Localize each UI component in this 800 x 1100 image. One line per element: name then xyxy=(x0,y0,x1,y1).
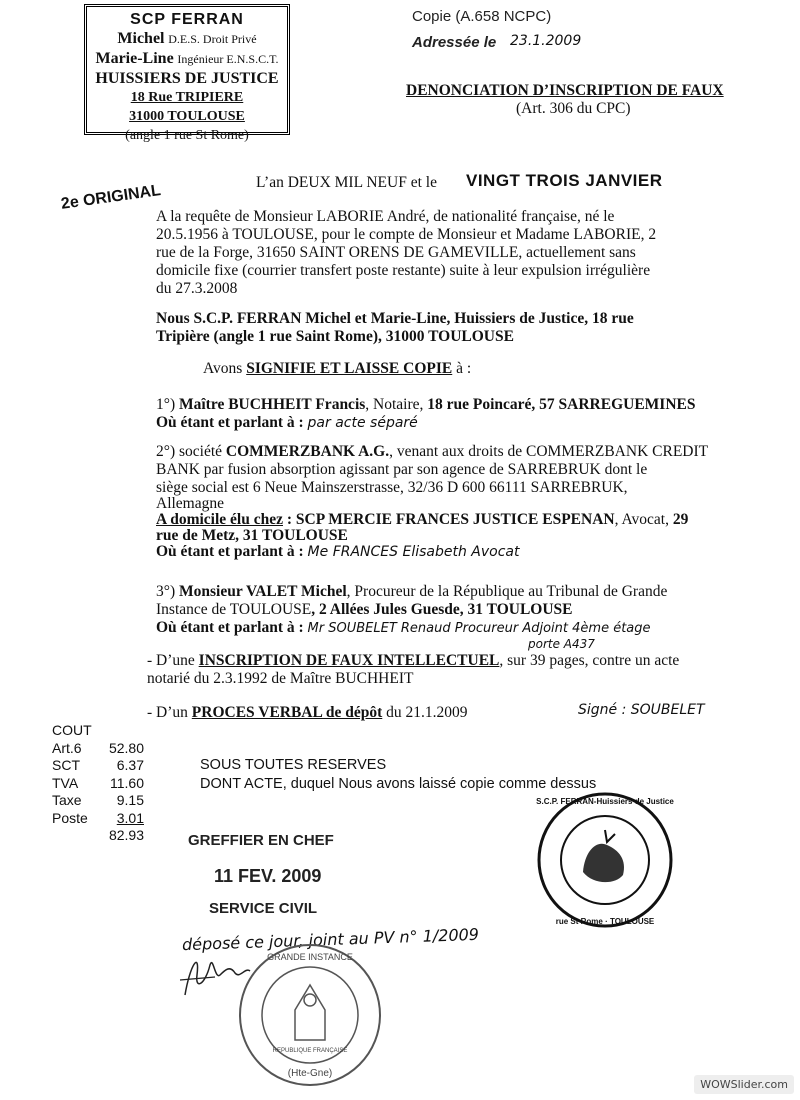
recipient-2-speaking-label: Où étant et parlant à : xyxy=(156,543,304,560)
item-2-rest: du 21.1.2009 xyxy=(386,704,468,721)
svg-text:(Hte-Gne): (Hte-Gne) xyxy=(287,1068,333,1079)
cost-label: Poste xyxy=(52,809,88,826)
watermark-badge: WOWSlider.com xyxy=(694,1075,794,1094)
item-1-emphasis: INSCRIPTION DE FAUX INTELLECTUEL xyxy=(198,652,500,669)
signed-note: Signé : SOUBELET xyxy=(578,702,705,718)
recipient-2-line: siège social est 6 Neue Mainszerstrasse, 32/36 D 600 66111 SARREBRUK, xyxy=(156,479,628,496)
corner-note: (angle 1 rue St Rome) xyxy=(125,128,249,143)
recipient-3 xyxy=(156,583,776,650)
item-1-rest: , sur 39 pages, contre un acte xyxy=(499,652,680,669)
cost-value: 9.15 xyxy=(116,792,144,808)
recipient-2-line: Allemagne xyxy=(156,495,225,512)
recipient-2-domicile-street: rue de Metz, 31 TOULOUSE xyxy=(156,527,348,544)
addressed-label: Adressée le xyxy=(412,34,497,51)
court-stamp-service: SERVICE CIVIL xyxy=(209,900,318,917)
recipient-1-role: , Notaire, xyxy=(365,396,428,413)
cost-value: 52.80 xyxy=(108,739,144,756)
person2-name: Marie-Line xyxy=(95,50,174,67)
handwritten-deposit-note: déposé ce jour, joint au PV n° 1/2009 xyxy=(181,924,480,955)
item-2-emphasis: PROCES VERBAL de dépôt xyxy=(191,704,383,721)
cost-row xyxy=(52,757,144,775)
recipient-1 xyxy=(156,396,696,432)
cost-value: 6.37 xyxy=(116,757,144,773)
svg-text:rue St Rome · TOULOUSE: rue St Rome · TOULOUSE xyxy=(555,917,655,926)
cost-label: SCT xyxy=(52,757,80,773)
requester-line: 20.5.1956 à TOULOUSE, pour le compte de Monsieur et Madame LABORIE, 2 xyxy=(156,226,657,243)
closing-line: SOUS TOUTES RESERVES xyxy=(200,757,387,773)
recipient-2-name: COMMERZBANK A.G. xyxy=(225,443,390,460)
served-prefix: Avons xyxy=(203,360,243,377)
cost-row xyxy=(52,740,144,758)
person2-title: Ingénieur E.N.S.C.T. xyxy=(177,52,279,66)
cost-table xyxy=(52,722,144,845)
svg-text:S.C.P. FERRAN-Huissiers de Jus: S.C.P. FERRAN-Huissiers de Justice xyxy=(536,797,674,806)
recipient-2-line: BANK par fusion absorption agissant par son agence de SARREBRUK dont le xyxy=(156,461,648,478)
recipient-2-domicile-firm: : SCP MERCIE FRANCES JUSTICE ESPENAN xyxy=(286,511,615,528)
cost-label: Taxe xyxy=(52,792,82,808)
recipient-3-name: Monsieur VALET Michel xyxy=(179,583,347,600)
recipient-1-speaking-label: Où étant et parlant à : xyxy=(156,414,304,431)
served-suffix: à : xyxy=(456,360,472,377)
recipient-1-number: 1°) xyxy=(156,396,176,413)
document-title: DENONCIATION D’INSCRIPTION DE FAUX xyxy=(406,82,724,99)
recipient-3-address: , 2 Allées Jules Guesde, 31 TOULOUSE xyxy=(311,601,573,618)
bailiffs-paragraph xyxy=(156,310,634,346)
bailiff-seal xyxy=(535,790,675,930)
bailiffs-line: Tripière (angle 1 rue Saint Rome), 31000 TOULOUSE xyxy=(156,328,514,345)
recipient-3-speaking-value-2: porte A437 xyxy=(528,637,595,651)
cost-value: 3.01 xyxy=(116,809,144,826)
recipient-3-desc: , Procureur de la République au Tribunal de Grande xyxy=(346,583,668,600)
cost-label: Art.6 xyxy=(52,739,82,756)
requester-line: domicile fixe (courrier transfert poste restante) suite à leur expulsion irrégulière xyxy=(156,262,651,279)
recipient-2-domicile-role: , Avocat, xyxy=(614,511,669,528)
cost-label: TVA xyxy=(52,774,79,791)
recipient-2-domicile-number: 29 xyxy=(672,511,689,528)
closing-line: DONT ACTE, duquel Nous avons laissé copie comme dessus xyxy=(200,776,597,792)
tribunal-seal xyxy=(235,940,385,1090)
profession: HUISSIERS DE JUSTICE xyxy=(95,70,279,87)
recipient-2 xyxy=(156,443,776,561)
item-2-prefix: - D’un xyxy=(147,704,188,721)
person1-title: D.E.S. Droit Privé xyxy=(168,32,257,46)
cost-value: 11.60 xyxy=(110,774,144,791)
cost-total-row xyxy=(52,827,144,845)
requester-paragraph xyxy=(156,208,756,298)
recipient-1-name: Maître BUCHHEIT Francis xyxy=(179,396,366,413)
street: 18 Rue TRIPIERE xyxy=(130,90,244,105)
bailiffs-line: Nous S.C.P. FERRAN Michel et Marie-Line, Huissiers de Justice, 18 rue xyxy=(156,310,634,327)
date-prefix: L’an DEUX MIL NEUF et le xyxy=(256,174,437,191)
firm-name: SCP FERRAN xyxy=(130,11,244,28)
court-stamp-date: 11 FEV. 2009 xyxy=(214,866,322,886)
svg-text:REPUBLIQUE FRANÇAISE: REPUBLIQUE FRANÇAISE xyxy=(272,1048,348,1054)
item-1-prefix: - D’une xyxy=(147,652,195,669)
served-emphasis: SIGNIFIE ET LAISSE COPIE xyxy=(246,360,453,377)
city: 31000 TOULOUSE xyxy=(129,109,245,124)
item-2 xyxy=(147,704,468,722)
cost-title: COUT xyxy=(52,722,92,738)
svg-text:GRANDE INSTANCE: GRANDE INSTANCE xyxy=(267,952,353,962)
requester-line: A la requête de Monsieur LABORIE André, de nationalité française, né le xyxy=(156,208,615,225)
cost-row xyxy=(52,792,144,810)
date-stamped: VINGT TROIS JANVIER xyxy=(466,171,663,190)
requester-line: rue de la Forge, 31650 SAINT ORENS DE GAMEVILLE, actuellement sans xyxy=(156,244,636,261)
addressed-date: 23.1.2009 xyxy=(510,33,582,49)
recipient-3-number: 3°) xyxy=(156,583,176,600)
recipient-2-speaking-value: Me FRANCES Elisabeth Avocat xyxy=(307,544,520,560)
copy-label: Copie (A.658 NCPC) xyxy=(412,8,552,25)
recipient-2-number: 2°) société xyxy=(156,443,223,460)
served-line xyxy=(203,360,471,378)
requester-line: du 27.3.2008 xyxy=(156,280,238,297)
court-stamp-title: GREFFIER EN CHEF xyxy=(188,832,334,849)
bailiff-letterhead-box xyxy=(84,4,290,143)
served-items xyxy=(147,652,767,688)
recipient-3-speaking-value: Mr SOUBELET Renaud Procureur Adjoint 4ème étage xyxy=(307,621,651,636)
recipient-3-court: Instance de TOULOUSE xyxy=(156,601,312,618)
recipient-2-domicile-label: A domicile élu chez xyxy=(156,511,283,528)
recipient-1-address: 18 rue Poincaré, 57 SARREGUEMINES xyxy=(427,396,696,413)
cost-row xyxy=(52,775,144,793)
cost-total: 82.93 xyxy=(108,827,144,843)
cost-row xyxy=(52,810,144,828)
recipient-1-speaking-value: par acte séparé xyxy=(307,415,418,431)
item-1-line2: notarié du 2.3.1992 de Maître BUCHHEIT xyxy=(147,670,414,687)
person1-name: Michel xyxy=(117,30,165,47)
closing-block xyxy=(200,756,596,794)
recipient-3-speaking-label: Où étant et parlant à : xyxy=(156,619,304,636)
original-stamp: 2e ORIGINAL xyxy=(60,182,162,213)
document-subtitle: (Art. 306 du CPC) xyxy=(516,100,631,117)
recipient-2-desc: , venant aux droits de COMMERZBANK CREDIT xyxy=(389,443,709,460)
